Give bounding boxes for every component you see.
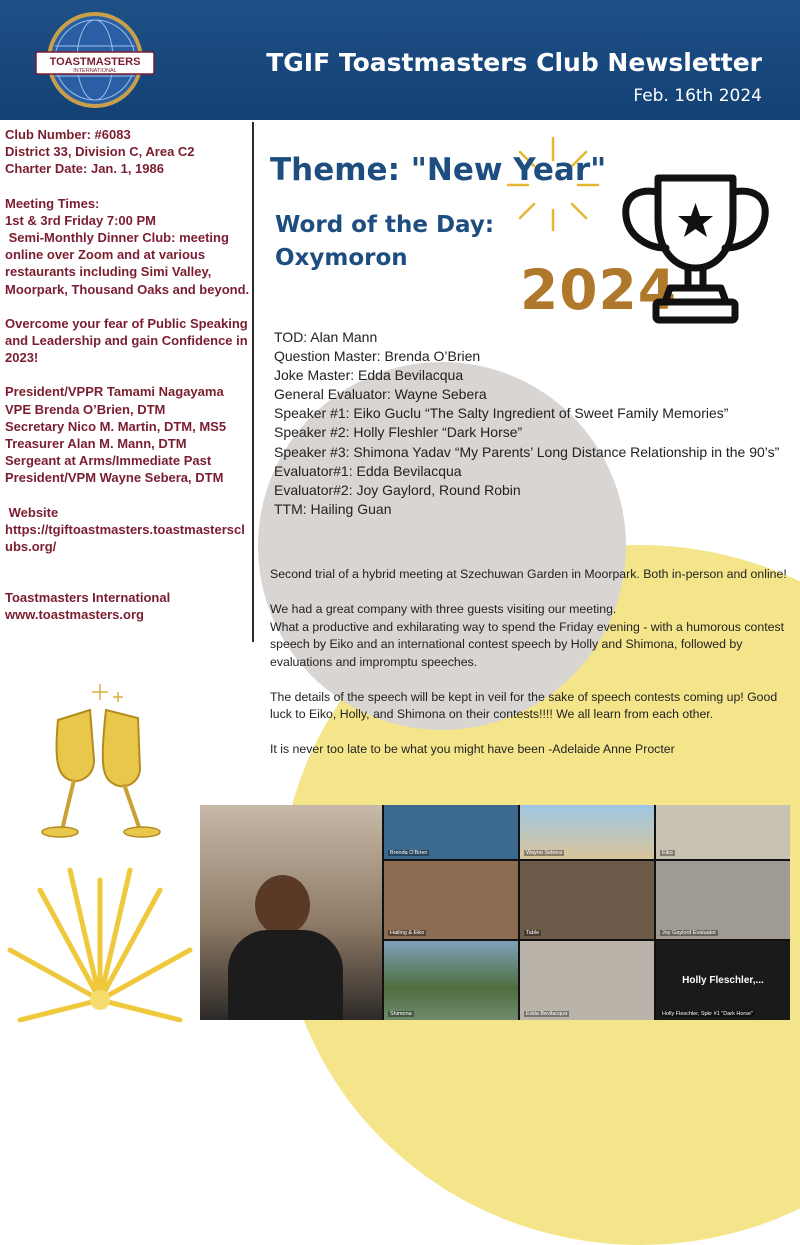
role-item: Evaluator#2: Joy Gaylord, Round Robin bbox=[274, 481, 521, 498]
logo-text-bottom: INTERNATIONAL bbox=[73, 68, 117, 74]
officer-sergeant: Sergeant at Arms/Immediate Past President/VPM Wayne Sebera, DTM bbox=[5, 453, 224, 486]
participant-name: Edda Bevilacqua bbox=[526, 1011, 568, 1017]
trophy-icon bbox=[618, 170, 773, 330]
summary-paragraph-guests: We had a great company with three guests visiting our meeting. bbox=[270, 602, 617, 616]
video-tile bbox=[384, 941, 518, 1020]
video-tile bbox=[384, 861, 518, 939]
logo-text-top: TOASTMASTERS bbox=[49, 56, 141, 68]
video-tile bbox=[520, 805, 654, 859]
theme-heading: Theme: "New Year" bbox=[270, 152, 607, 188]
word-of-day bbox=[275, 209, 515, 275]
year-graphic: 2024 bbox=[520, 258, 678, 322]
video-tile bbox=[656, 941, 790, 1020]
word-of-day-value: Oxymoron bbox=[275, 245, 408, 271]
role-item: TTM: Hailing Guan bbox=[274, 500, 392, 517]
officer-treasurer: Treasurer Alan M. Mann, DTM bbox=[5, 436, 187, 452]
video-tile bbox=[384, 805, 518, 859]
zoom-meeting-screenshot bbox=[200, 805, 790, 1020]
participant-name: Wayne Sebera bbox=[526, 850, 563, 856]
club-number: Club Number: #6083 bbox=[5, 127, 131, 142]
overcome-fear-text: Overcome your fear of Public Speaking and Leadership and gain Confidence in 2023! bbox=[5, 315, 248, 366]
role-item: Speaker #2: Holly Fleshler “Dark Horse” bbox=[274, 424, 523, 441]
participant-name: Shimona bbox=[390, 1011, 412, 1017]
role-item: Joke Master: Edda Bevilacqua bbox=[274, 367, 464, 384]
website-link[interactable]: https://tgiftoastmasters.toastmastersclubs.org/ bbox=[5, 521, 245, 555]
word-of-day-label: Word of the Day: bbox=[275, 212, 495, 238]
fireworks-icon bbox=[0, 850, 200, 1035]
in-person-video-tile bbox=[200, 805, 382, 1020]
website-heading: Website bbox=[5, 504, 59, 520]
sidebar-divider bbox=[252, 122, 254, 642]
summary-paragraph-hybrid: Second trial of a hybrid meeting at Szechuwan Garden in Moorpark. Both in-person and online! bbox=[270, 567, 787, 581]
participant-name: Joy Gaylord Evaluator bbox=[662, 930, 717, 936]
video-tile bbox=[520, 861, 654, 939]
newsletter-date: Feb. 16th 2024 bbox=[633, 86, 762, 106]
video-tile bbox=[656, 805, 790, 859]
participant-name: Table bbox=[526, 930, 540, 936]
toastmasters-logo bbox=[34, 12, 156, 108]
role-item: Question Master: Brenda O’Brien bbox=[274, 348, 481, 365]
meeting-summary bbox=[270, 566, 790, 776]
newsletter-title: TGIF Toastmasters Club Newsletter bbox=[266, 48, 762, 77]
officer-president: President/VPPR Tamami Nagayama bbox=[5, 384, 224, 400]
video-tile bbox=[656, 861, 790, 939]
header-banner bbox=[0, 0, 800, 120]
meeting-roles-list bbox=[274, 328, 784, 519]
meeting-times-heading: Meeting Times: bbox=[5, 195, 100, 211]
role-item: Evaluator#1: Edda Bevilacqua bbox=[274, 462, 462, 479]
participant-name: Eiko bbox=[662, 850, 673, 856]
ti-link[interactable]: www.toastmasters.org bbox=[5, 607, 144, 623]
summary-paragraph-contests: The details of the speech will be kept in veil for the sake of speech contests coming up! Good luck to Eiko, Holly, and Shimona on their contests!!!! We all learn from each other. bbox=[270, 689, 778, 721]
participant-name: Holly Fleschler, Spkr #1 "Dark Horse" bbox=[662, 1011, 754, 1017]
dinner-club-info: Semi-Monthly Dinner Club: meeting online over Zoom and at various restaurants including Simi Valley, Moorpark, Thousand Oaks and beyond. bbox=[5, 230, 250, 297]
role-item: Speaker #1: Eiko Guclu “The Salty Ingredient of Sweet Family Memories” bbox=[274, 405, 729, 422]
role-item: General Evaluator: Wayne Sebera bbox=[274, 386, 487, 403]
meeting-schedule: 1st & 3rd Friday 7:00 PM bbox=[5, 212, 156, 228]
officer-vpe: VPE Brenda O’Brien, DTM bbox=[5, 401, 166, 417]
officer-secretary: Secretary Nico M. Martin, DTM, MS5 bbox=[5, 418, 227, 434]
role-item: Speaker #3: Shimona Yadav “My Parents’ Long Distance Relationship in the 90’s” bbox=[274, 443, 780, 460]
role-item: TOD: Alan Mann bbox=[274, 329, 378, 345]
charter-date: Charter Date: Jan. 1, 1986 bbox=[5, 161, 164, 177]
champagne-glasses-icon bbox=[28, 680, 178, 855]
video-tile bbox=[520, 941, 654, 1020]
participant-name: Brenda O'Brien bbox=[390, 850, 428, 856]
club-info-sidebar bbox=[5, 126, 250, 624]
holly-name-placeholder: Holly Fleschler,... bbox=[682, 975, 764, 986]
summary-paragraph-evening: What a productive and exhilarating way to spend the Friday evening - with a humorous contest speech by Eiko and an international contest speech by Holly and Shimona, followed by evaluations and impromptu speeches. bbox=[270, 619, 785, 669]
ti-heading: Toastmasters International bbox=[5, 590, 171, 606]
district-info: District 33, Division C, Area C2 bbox=[5, 144, 195, 160]
participant-name: Hailing & Eiko bbox=[390, 930, 425, 936]
quote-text: It is never too late to be what you might have been -Adelaide Anne Procter bbox=[270, 742, 675, 756]
